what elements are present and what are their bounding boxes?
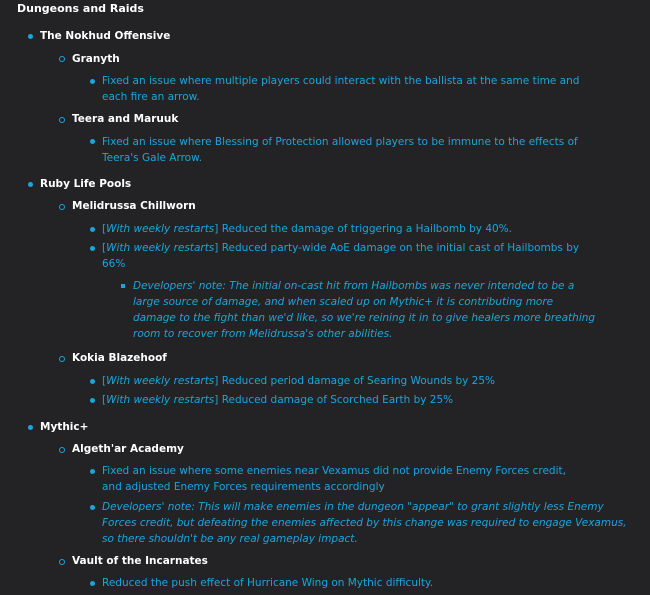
melidrussa-item-1: [With weekly restarts] Reduced the damage of triggering a Hailbomb by 40%. <box>102 223 512 235</box>
weekly-restarts-tag: With weekly restarts <box>106 242 215 254</box>
bullet-circle-icon <box>59 56 65 62</box>
bullet-disc-icon <box>90 469 95 474</box>
dungeon-title-algethar: Algeth'ar Academy <box>72 443 184 455</box>
bullet-disc-icon <box>90 246 95 251</box>
bullet-disc-icon <box>28 34 33 39</box>
bullet-circle-icon <box>59 559 65 565</box>
boss-title-granyth: Granyth <box>72 53 120 65</box>
bullet-disc-icon <box>90 505 95 510</box>
bullet-disc-icon <box>90 398 95 403</box>
weekly-restarts-tag: With weekly restarts <box>106 375 215 387</box>
bullet-circle-icon <box>59 204 65 210</box>
raid-title-vault: Vault of the Incarnates <box>72 555 208 567</box>
bullet-disc-icon <box>90 581 95 586</box>
algethar-dev-note-line-3: so there shouldn't be any real gameplay impact. <box>102 533 358 545</box>
melidrussa-dev-note-line-1: Developers' note: The initial on-cast hit from Hailbombs was never intended to be a <box>133 280 575 292</box>
kokia-item-1-text: Reduced period damage of Searing Wounds by 25% <box>221 375 496 387</box>
algethar-dev-note-line-2: Forces credit, but defeating the enemies affected by this change was required to engage Vexamus, <box>102 517 627 529</box>
section-title-nokhud: The Nokhud Offensive <box>40 30 171 42</box>
bullet-disc-icon <box>28 425 33 430</box>
melidrussa-item-2: [With weekly restarts] Reduced party-wide AoE damage on the initial cast of Hailbombs by <box>102 242 580 254</box>
bullet-circle-icon <box>59 117 65 123</box>
kokia-item-2-text: Reduced damage of Scorched Earth by 25% <box>221 394 454 406</box>
weekly-restarts-tag: With weekly restarts <box>106 394 215 406</box>
weekly-restarts-tag: With weekly restarts <box>106 223 215 235</box>
bullet-disc-icon <box>28 182 33 187</box>
section-title-ruby: Ruby Life Pools <box>40 178 132 190</box>
boss-title-teera: Teera and Maruuk <box>72 113 179 125</box>
bullet-disc-icon <box>90 227 95 232</box>
boss-title-kokia: Kokia Blazehoof <box>72 352 167 364</box>
algethar-fix-line-2: and adjusted Enemy Forces requirements accordingly <box>102 481 385 493</box>
page-heading: Dungeons and Raids <box>17 2 144 15</box>
bullet-disc-icon <box>90 379 95 384</box>
teera-fix-line-1: Fixed an issue where Blessing of Protection allowed players to be immune to the effects of <box>102 136 578 148</box>
algethar-fix-line-1: Fixed an issue where some enemies near Vexamus did not provide Enemy Forces credit, <box>102 465 566 477</box>
kokia-item-2: [With weekly restarts] Reduced damage of Scorched Earth by 25% <box>102 394 454 406</box>
melidrussa-dev-note-line-4: room to recover from Melidrussa's other abilities. <box>133 328 393 340</box>
bullet-disc-icon <box>90 139 95 144</box>
granyth-fix-line-1: Fixed an issue where multiple players could interact with the ballista at the same time and <box>102 75 580 87</box>
teera-fix-line-2: Teera's Gale Arrow. <box>102 152 203 164</box>
melidrussa-item-2-line-2: 66% <box>102 258 126 270</box>
algethar-dev-note-line-1: Developers' note: This will make enemies in the dungeon "appear" to grant slightly less Enemy <box>102 501 604 513</box>
bullet-circle-icon <box>59 447 65 453</box>
section-title-mythic: Mythic+ <box>40 421 89 433</box>
boss-title-melidrussa: Melidrussa Chillworn <box>72 200 196 212</box>
melidrussa-dev-note-line-3: damage to the fight than we'd like, so we're reining it in to give healers more breathing <box>133 312 596 324</box>
melidrussa-item-2-text: Reduced party-wide AoE damage on the initial cast of Hailbombs by <box>221 242 580 254</box>
bullet-circle-icon <box>59 356 65 362</box>
kokia-item-1: [With weekly restarts] Reduced period damage of Searing Wounds by 25% <box>102 375 496 387</box>
melidrussa-item-1-text: Reduced the damage of triggering a Hailbomb by 40%. <box>221 223 512 235</box>
bullet-square-icon <box>121 284 125 288</box>
granyth-fix-line-2: each fire an arrow. <box>102 91 200 103</box>
vault-fix-line-1: Reduced the push effect of Hurricane Wing on Mythic difficulty. <box>102 577 434 589</box>
melidrussa-dev-note-line-2: large source of damage, and when scaled up on Mythic+ it is contributing more <box>133 296 554 308</box>
bullet-disc-icon <box>90 79 95 84</box>
